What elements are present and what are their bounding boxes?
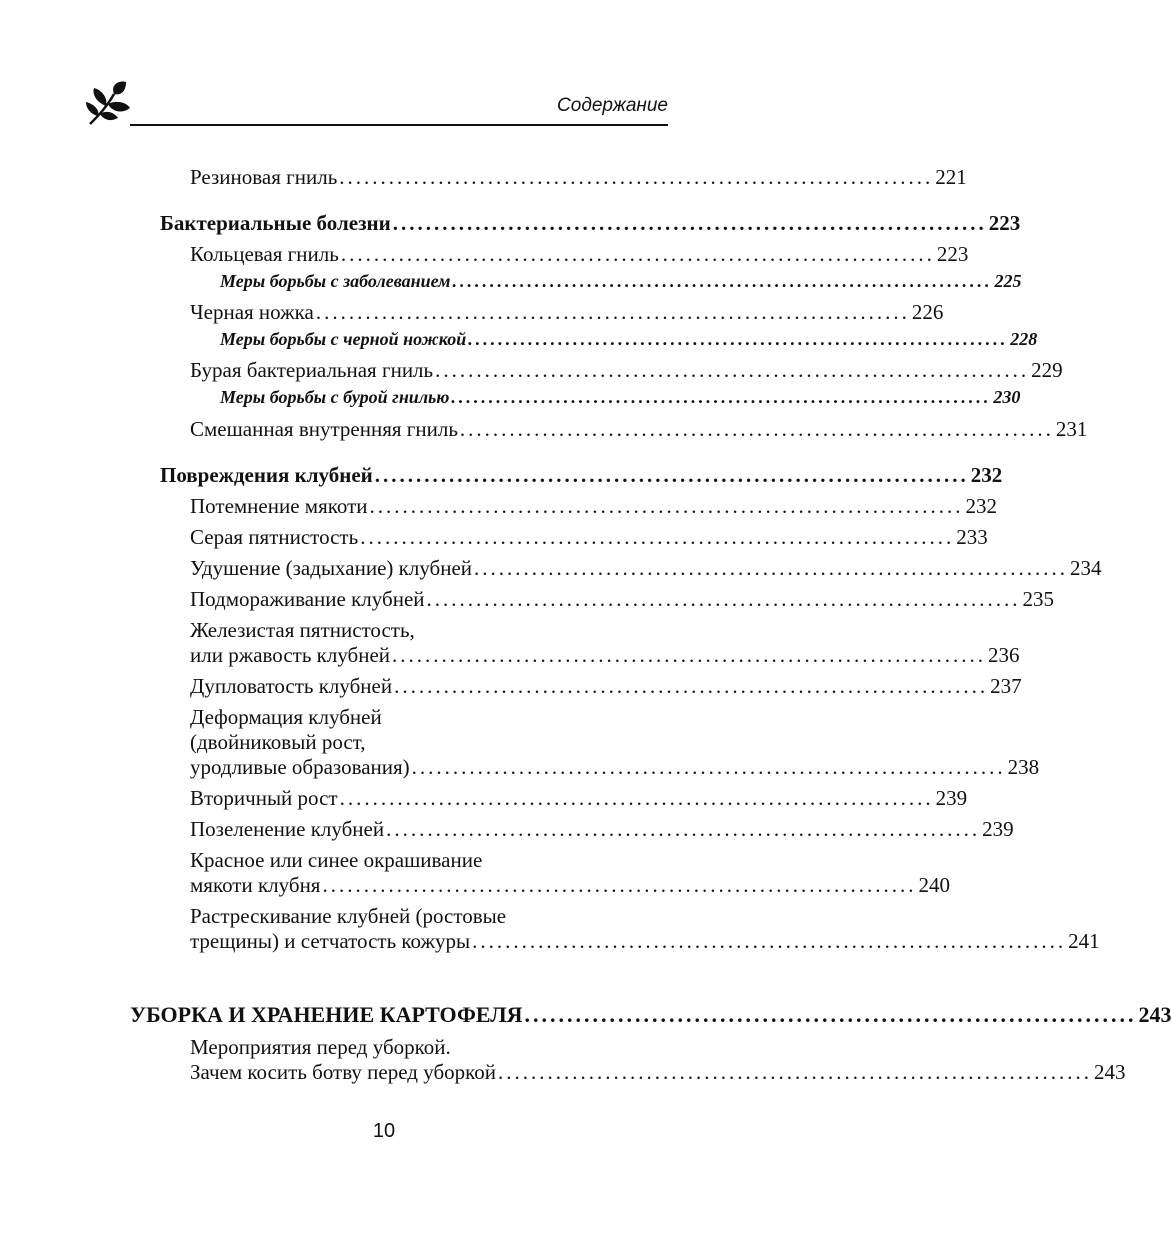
toc-leader-dots: ........................................................................	[392, 211, 987, 235]
toc-leader-dots: ........................................................................	[474, 556, 1069, 580]
toc-page-number: 228	[1010, 329, 1038, 349]
toc-entry-label: Зачем косить ботву перед уборкой	[190, 1060, 496, 1084]
toc-leader-dots: ........................................................................	[339, 786, 934, 810]
toc-entry-rezinovaya[interactable]	[190, 165, 967, 190]
toc-entry-first-line: Растрескивание клубней (ростовые	[190, 904, 507, 928]
toc-entry[interactable]	[190, 755, 1040, 780]
toc-page-number: 238	[1007, 755, 1040, 779]
toc-leader-dots: ........................................................................	[459, 417, 1054, 441]
toc-page-number: 229	[1031, 358, 1063, 382]
toc-page-number: 243	[1138, 1002, 1172, 1027]
toc-entry[interactable]	[190, 417, 1088, 442]
toc-chapter-harvest[interactable]	[130, 1002, 1172, 1028]
running-header-title: Содержание	[557, 95, 668, 116]
toc-leader-dots: ........................................................................	[426, 587, 1021, 611]
toc-leader-dots: ........................................................................	[451, 387, 992, 407]
toc-entry-label: Потемнение мякоти	[190, 494, 368, 518]
toc-leader-dots: ........................................................................	[315, 300, 910, 324]
toc-entry-label: мякоти клубня	[190, 873, 321, 897]
toc-entry[interactable]	[190, 556, 1102, 581]
toc-subentry[interactable]	[220, 329, 1038, 350]
toc-leader-dots: ........................................................................	[360, 525, 955, 549]
toc-page-number: 235	[1022, 587, 1054, 611]
toc-entry[interactable]	[190, 929, 1100, 954]
toc-leader-dots: ........................................................................	[394, 674, 989, 698]
toc-entry[interactable]	[190, 587, 1054, 612]
toc-entry[interactable]	[190, 674, 1022, 699]
toc-page-number: 236	[988, 643, 1020, 667]
toc-entry-label: трещины) и сетчатость кожуры	[190, 929, 471, 953]
toc-entry-label: Позеленение клубней	[190, 817, 385, 841]
toc-page-number: 223	[936, 242, 969, 266]
page-number: 10	[372, 1120, 396, 1142]
toc-entry[interactable]	[190, 358, 1063, 383]
toc-entry[interactable]	[190, 242, 969, 267]
toc-page-number: 239	[982, 817, 1014, 841]
toc-leader-dots: ........................................................................	[452, 271, 993, 291]
toc-section-damage[interactable]	[160, 463, 1003, 488]
toc-page-number: 232	[970, 463, 1003, 487]
toc-entry-first-line: Деформация клубней	[190, 705, 382, 729]
toc-page-number: 231	[1055, 417, 1088, 441]
toc-section-label: Повреждения клубней	[160, 463, 373, 487]
toc-entry[interactable]	[190, 300, 944, 325]
toc-entry[interactable]	[190, 1060, 1126, 1085]
toc-entry-label: Бурая бактериальная гниль	[190, 358, 434, 382]
toc-entry-label: Черная ножка	[190, 300, 314, 324]
toc-leader-dots: ........................................................................	[524, 1002, 1137, 1027]
toc-leader-dots: ........................................................................	[340, 242, 935, 266]
header-divider	[130, 124, 668, 126]
toc-subentry-label: Меры борьбы с черной ножкой	[220, 329, 467, 349]
toc-chapter-label: УБОРКА И ХРАНЕНИЕ КАРТОФЕЛЯ	[130, 1002, 523, 1027]
toc-entry[interactable]	[190, 643, 1020, 668]
toc-leader-dots: ........................................................................	[498, 1060, 1092, 1084]
toc-leader-dots: ........................................................................	[435, 358, 1030, 382]
toc-leader-dots: ........................................................................	[468, 329, 1009, 349]
toc-entry[interactable]	[190, 817, 1014, 842]
toc-entry-first-line: Железистая пятнистость,	[190, 618, 415, 642]
toc-leader-dots: ........................................................................	[322, 873, 917, 897]
toc-entry-label: Смешанная внутренняя гниль	[190, 417, 458, 441]
toc-subentry-label: Меры борьбы с бурой гнилью	[220, 387, 450, 407]
toc-entry-label: Подмораживание клубней	[190, 587, 425, 611]
toc-subentry[interactable]	[220, 387, 1021, 408]
page-header	[0, 0, 768, 130]
toc-leader-dots: ........................................................................	[411, 755, 1006, 779]
toc-page-number: 240	[918, 873, 950, 897]
toc-section-label: Бактериальные болезни	[160, 211, 391, 235]
toc-page-number: 223	[988, 211, 1021, 235]
toc-subentry[interactable]	[220, 271, 1022, 292]
toc-entry-label: Кольцевая гниль	[190, 242, 339, 266]
toc-entry-label: Вторичный рост	[190, 786, 338, 810]
toc-leader-dots: ........................................................................	[392, 643, 987, 667]
toc-leader-dots: ........................................................................	[472, 929, 1067, 953]
toc-page-number: 230	[993, 387, 1021, 407]
toc-entry-second-line: (двойниковый рост,	[190, 730, 366, 754]
toc-entry-label: или ржавость клубней	[190, 643, 391, 667]
toc-entry-label: уродливые образования)	[190, 755, 410, 779]
toc-page-number: 225	[994, 271, 1022, 291]
toc-subentry-label: Меры борьбы с заболеванием	[220, 271, 451, 291]
toc-entry-label: Серая пятнистость	[190, 525, 359, 549]
toc-page-number: 233	[956, 525, 988, 549]
toc-page-number: 239	[935, 786, 968, 810]
toc-entry[interactable]	[190, 786, 968, 811]
toc-leader-dots: ........................................................................	[386, 817, 981, 841]
leaf-sprig-icon	[84, 80, 132, 128]
toc-page-number: 243	[1094, 1060, 1126, 1084]
toc-leader-dots: ........................................................................	[374, 463, 969, 487]
toc-entry[interactable]	[190, 494, 998, 519]
toc-entry-label: Резиновая гниль	[190, 165, 338, 189]
toc-entry-label: Удушение (задыхание) клубней	[190, 556, 473, 580]
toc-entry[interactable]	[190, 873, 950, 898]
toc-page-number: 234	[1070, 556, 1102, 580]
toc-entry-first-line: Красное или синее окрашивание	[190, 848, 483, 872]
toc-page-number: 226	[911, 300, 944, 324]
toc-entry[interactable]	[190, 525, 988, 550]
toc-leader-dots: ........................................................................	[369, 494, 964, 518]
toc-page-number: 232	[965, 494, 998, 518]
toc-page-number: 241	[1068, 929, 1100, 953]
toc-page-number: 221	[935, 165, 967, 189]
toc-entry-first-line: Мероприятия перед уборкой.	[190, 1035, 451, 1059]
toc-page-number: 237	[990, 674, 1022, 698]
toc-entry-label: Дупловатость клубней	[190, 674, 393, 698]
toc-leader-dots: ........................................................................	[339, 165, 934, 189]
toc-section-bacterial[interactable]	[160, 211, 1021, 236]
